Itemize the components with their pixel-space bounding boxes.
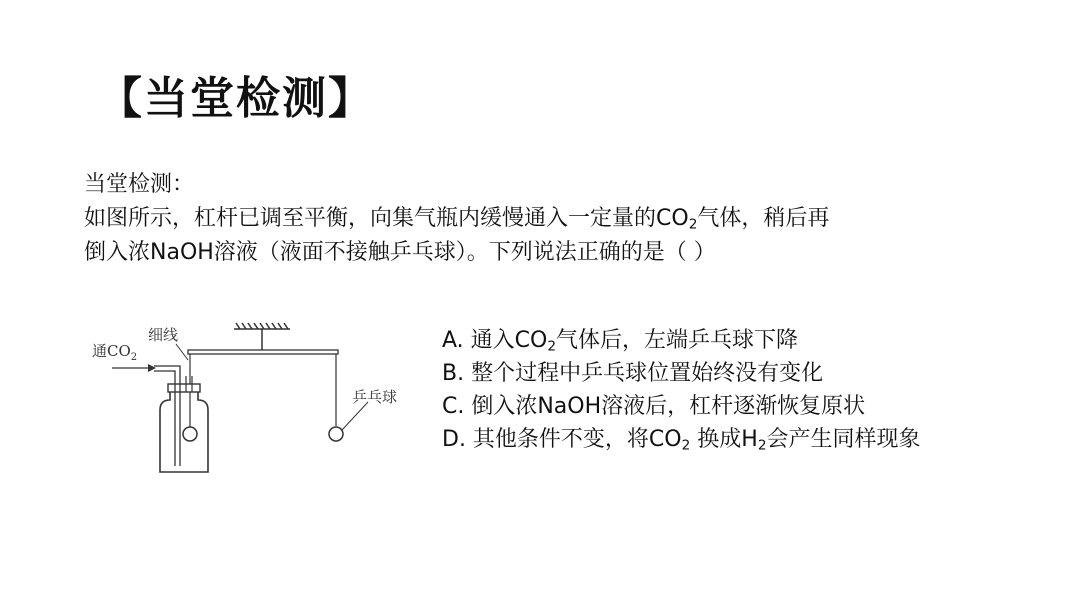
label-ping-pong-ball: 乒乓球 — [352, 388, 398, 406]
option-d-sub2: 2 — [757, 437, 767, 454]
option-a-text: A. 通入CO — [442, 328, 548, 353]
thread-label-leader — [176, 344, 188, 360]
option-a[interactable] — [442, 324, 1042, 357]
inlet-tube — [154, 366, 180, 466]
option-a-sub: 2 — [547, 338, 556, 355]
question-heading: 当堂检测： — [84, 172, 195, 197]
question-line-1 — [84, 202, 1014, 236]
slide-title: 【当堂检测】 — [98, 73, 374, 124]
ball-label-leader — [342, 402, 368, 430]
left-ping-pong-ball — [183, 427, 197, 441]
answer-options — [442, 324, 1042, 456]
option-c[interactable]: C. 倒入浓NaOH溶液后，杠杆逐渐恢复原状 — [442, 394, 866, 419]
question-line-2: 倒入浓NaOH溶液（液面不接触乒乓球）。下列说法正确的是（ ） — [84, 240, 716, 265]
label-inlet-text: 通CO — [92, 342, 131, 360]
question-line-1-text: 如图所示，杠杆已调至平衡，向集气瓶内缓慢通入一定量的CO — [84, 206, 689, 231]
right-ping-pong-ball — [329, 427, 343, 441]
question-line-1-tail: 气体，稍后再 — [697, 206, 830, 231]
option-d-mid: 换成H — [690, 427, 758, 452]
option-d[interactable] — [442, 423, 1042, 456]
option-d-sub: 2 — [681, 437, 691, 454]
label-thread: 细线 — [148, 326, 179, 344]
option-b[interactable]: B. 整个过程中乒乓球位置始终没有变化 — [442, 361, 824, 386]
co2-subscript: 2 — [688, 216, 698, 233]
label-inlet-co2 — [92, 342, 137, 363]
lever-apparatus-diagram — [84, 316, 420, 480]
option-d-text: D. 其他条件不变，将CO — [442, 427, 682, 452]
lever-bar — [188, 350, 338, 354]
question-block — [84, 168, 1014, 270]
ceiling-support — [234, 323, 290, 350]
bottle-stopper — [168, 384, 200, 392]
option-d-tail: 会产生同样现象 — [766, 427, 921, 452]
option-a-tail: 气体后，左端乒乓球下降 — [556, 328, 799, 353]
label-inlet-sub: 2 — [130, 352, 138, 363]
